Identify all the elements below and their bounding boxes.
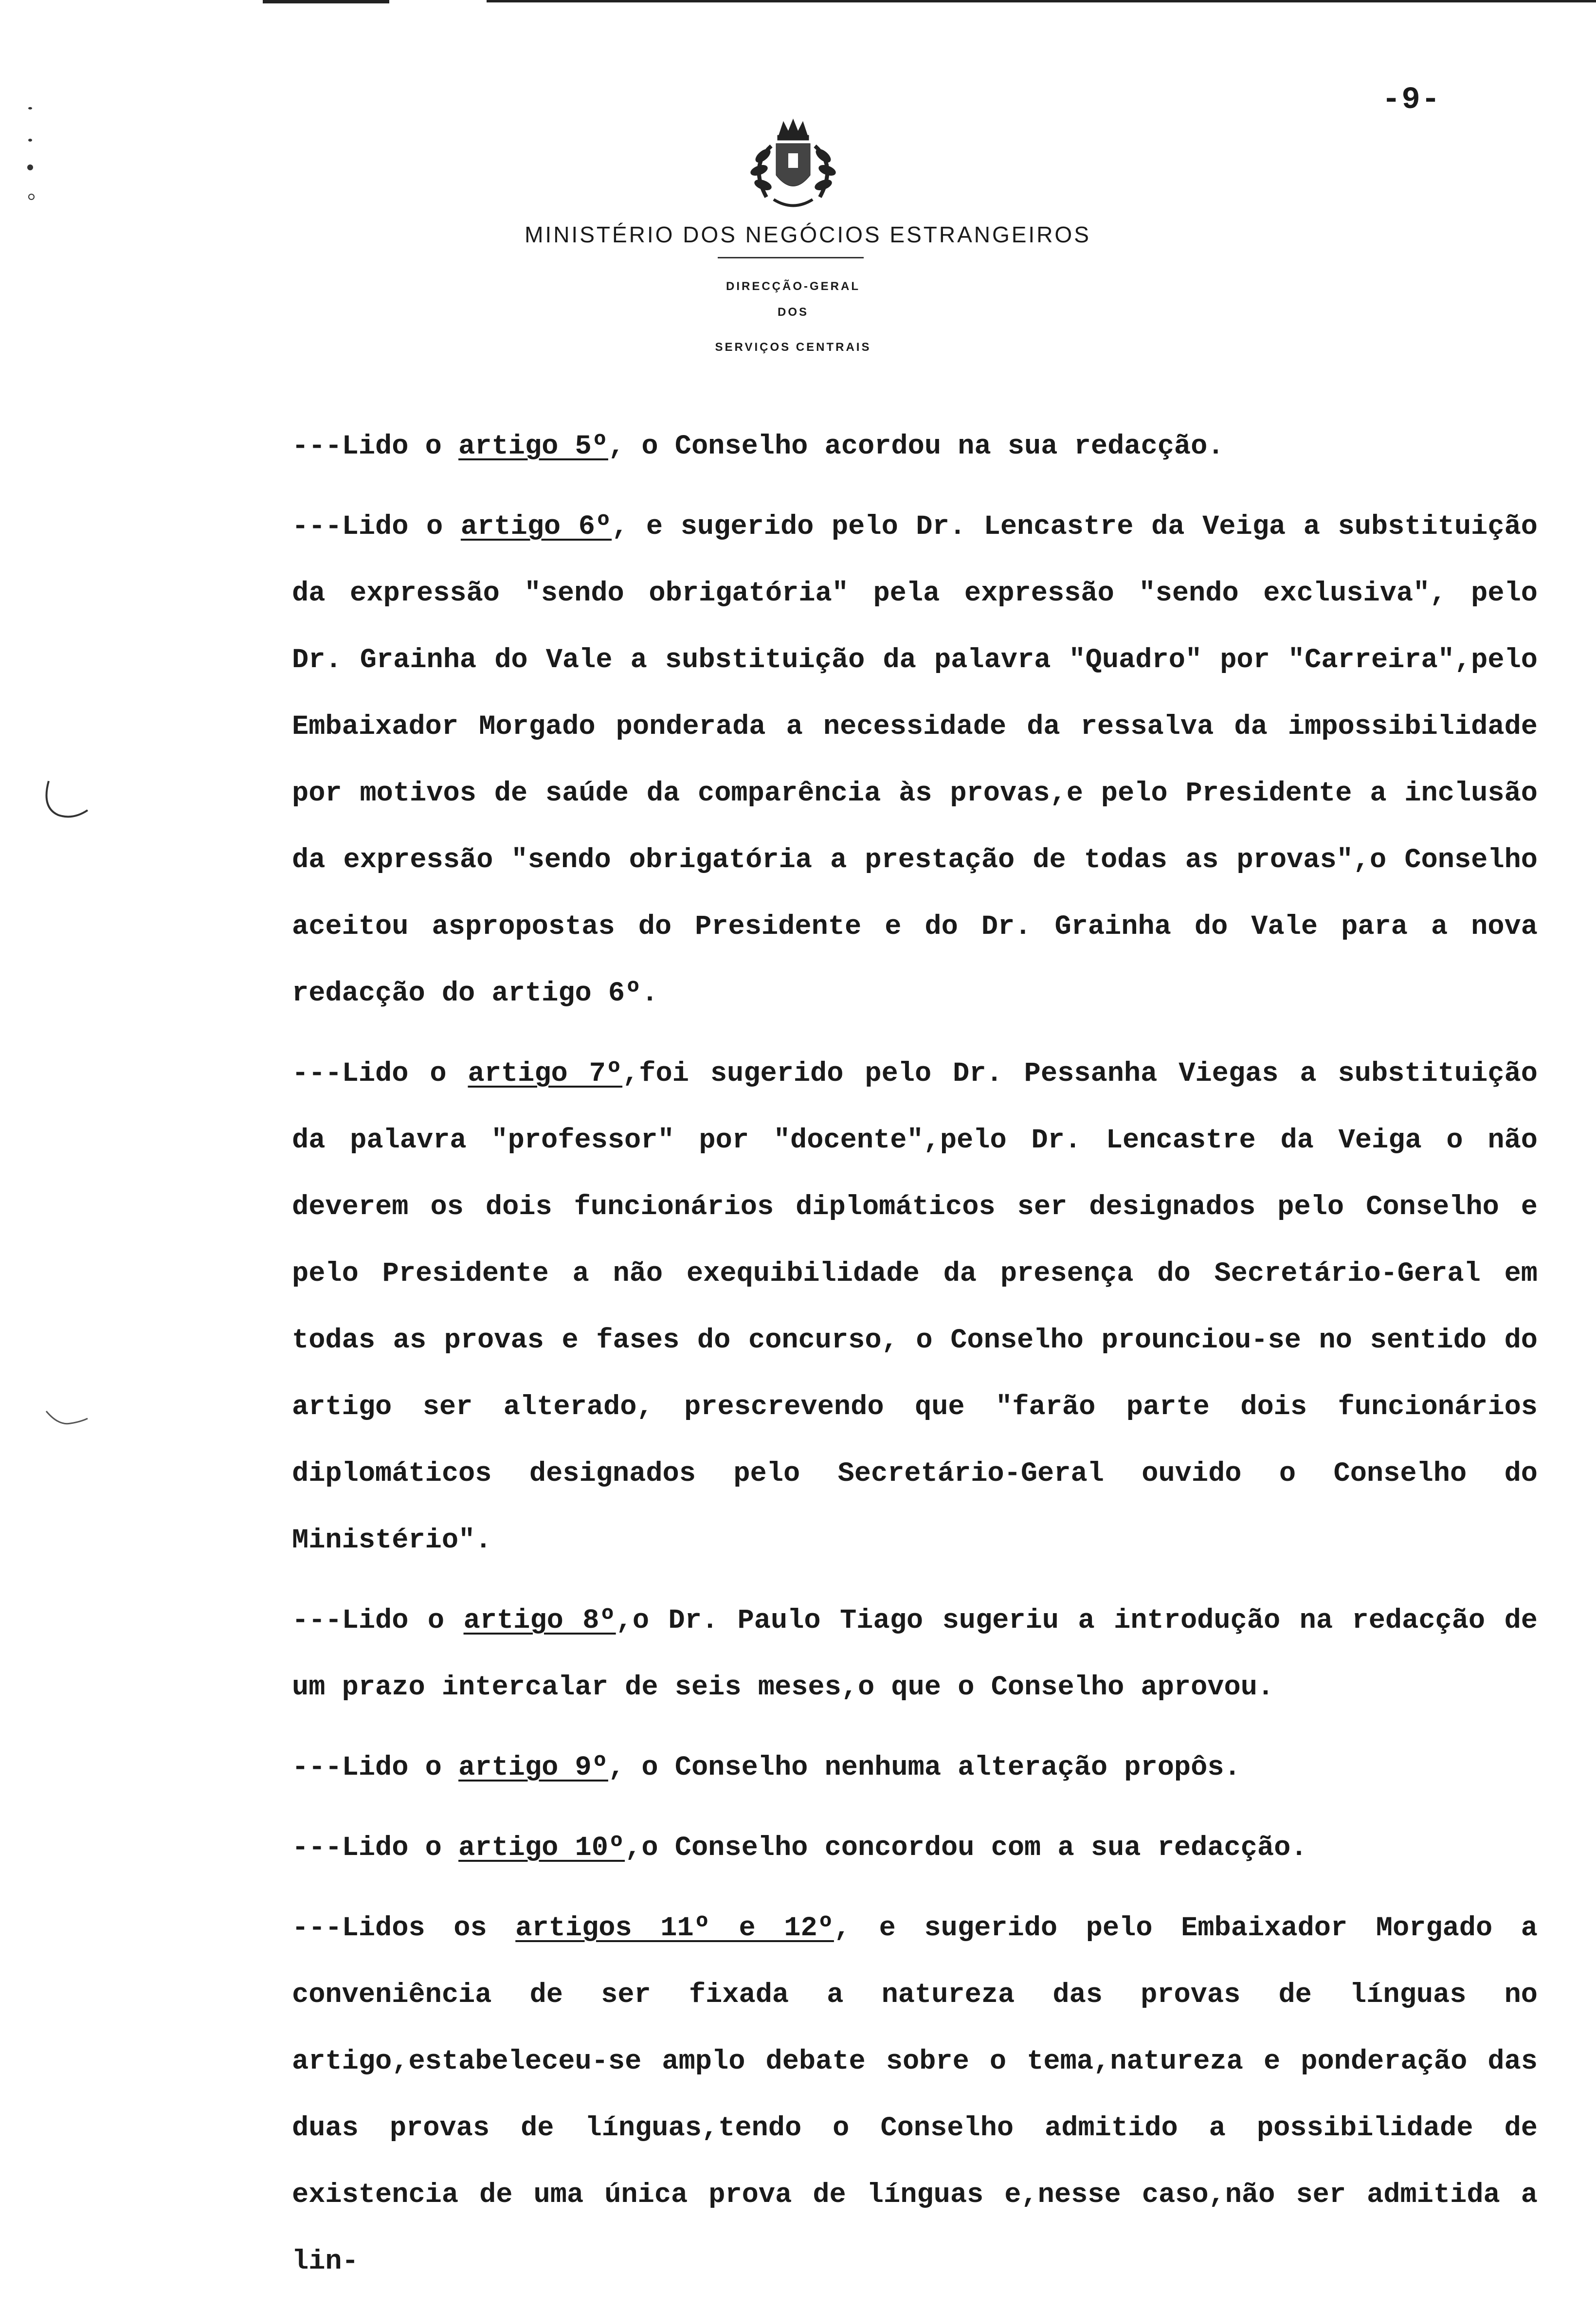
margin-pencil-mark (44, 1406, 92, 1436)
top-rule-left (263, 0, 389, 3)
article-reference: artigos 11º e 12º (515, 1913, 834, 1944)
article-reference: artigo 5º (458, 431, 608, 462)
paragraph-article-5: ---Lido o artigo 5º, o Conselho acordou na sua redacção. (292, 431, 1224, 462)
margin-dot (28, 194, 35, 200)
article-reference: artigo 6º (460, 511, 612, 543)
page-number: -9- (1382, 83, 1441, 118)
ministry-title: MINISTÉRIO DOS NEGÓCIOS ESTRANGEIROS (525, 222, 1091, 247)
article-reference: artigo 9º (458, 1752, 608, 1783)
margin-dot (28, 107, 32, 109)
paragraph-article-9: ---Lido o artigo 9º, o Conselho nenhuma alteração propôs. (292, 1752, 1241, 1783)
paragraph-article-6: ---Lido o artigo 6º, e sugerido pelo Dr. Lencastre da Veiga a substituição da expressão "sendo obrigatória" pela expressão "sendo exclusiva", pelo Dr. Grainha do Vale a substituição da palavra "Quadro" por "Carreira",pelo Embaixador Morgado ponderada a necessidade da ressalva da impossibilidade por motivos de saúde da comparência às provas,e pelo Presidente a inclusão da expressão "sendo obrigatória a prestação de todas as provas",o Conselho aceitou aspropostas do Presidente e do Dr. Grainha do Vale para a nova redacção do artigo 6º. (292, 511, 1538, 1009)
department-line-2: DOS (777, 306, 809, 319)
paragraph-article-7: ---Lido o artigo 7º,foi sugerido pelo Dr. Pessanha Viegas a substituição da palavra "professor" por "docente",pelo Dr. Lencastre da Veiga o não deverem os dois funcionários diplomáticos ser designados pelo Conselho e pelo Presidente a não exequibilidade da presença do Secretário-Geral em todas as provas e fases do concurso, o Conselho prounciou-se no sentido do artigo ser alterado, prescrevendo que "farão parte dois funcionários diplomáticos designados pelo Secretário-Geral ouvido o Conselho do Ministério". (292, 1058, 1538, 1556)
margin-dot (28, 139, 32, 142)
margin-pencil-mark (39, 779, 92, 827)
article-reference: artigo 7º (468, 1058, 623, 1090)
margin-dot (27, 164, 33, 170)
top-rule-right (487, 0, 1596, 2)
department-line-1: DIRECÇÃO-GERAL (726, 280, 860, 293)
department-line-3: SERVIÇOS CENTRAIS (715, 341, 871, 354)
ministry-rule (718, 257, 864, 258)
article-reference: artigo 8º (463, 1605, 616, 1636)
article-reference: artigo 10º (458, 1833, 625, 1864)
paragraph-articles-11-12: ---Lidos os artigos 11º e 12º, e sugerido pelo Embaixador Morgado a conveniência de ser fixada a natureza das provas de línguas no artigo,estabeleceu-se amplo debate sobre o tema,natureza e ponderação das duas provas de línguas,tendo o Conselho admitido a possibilidade de existencia de uma única prova de línguas e,nesse caso,não ser admitida a lin- (292, 1913, 1538, 2277)
coat-of-arms-icon (720, 117, 866, 214)
paragraph-article-10: ---Lido o artigo 10º,o Conselho concordou com a sua redacção. (292, 1833, 1307, 1864)
minutes-body (292, 414, 1538, 2309)
paragraph-article-8: ---Lido o artigo 8º,o Dr. Paulo Tiago sugeriu a introdução na redacção de um prazo intercalar de seis meses,o que o Conselho aprovou. (292, 1605, 1538, 1703)
